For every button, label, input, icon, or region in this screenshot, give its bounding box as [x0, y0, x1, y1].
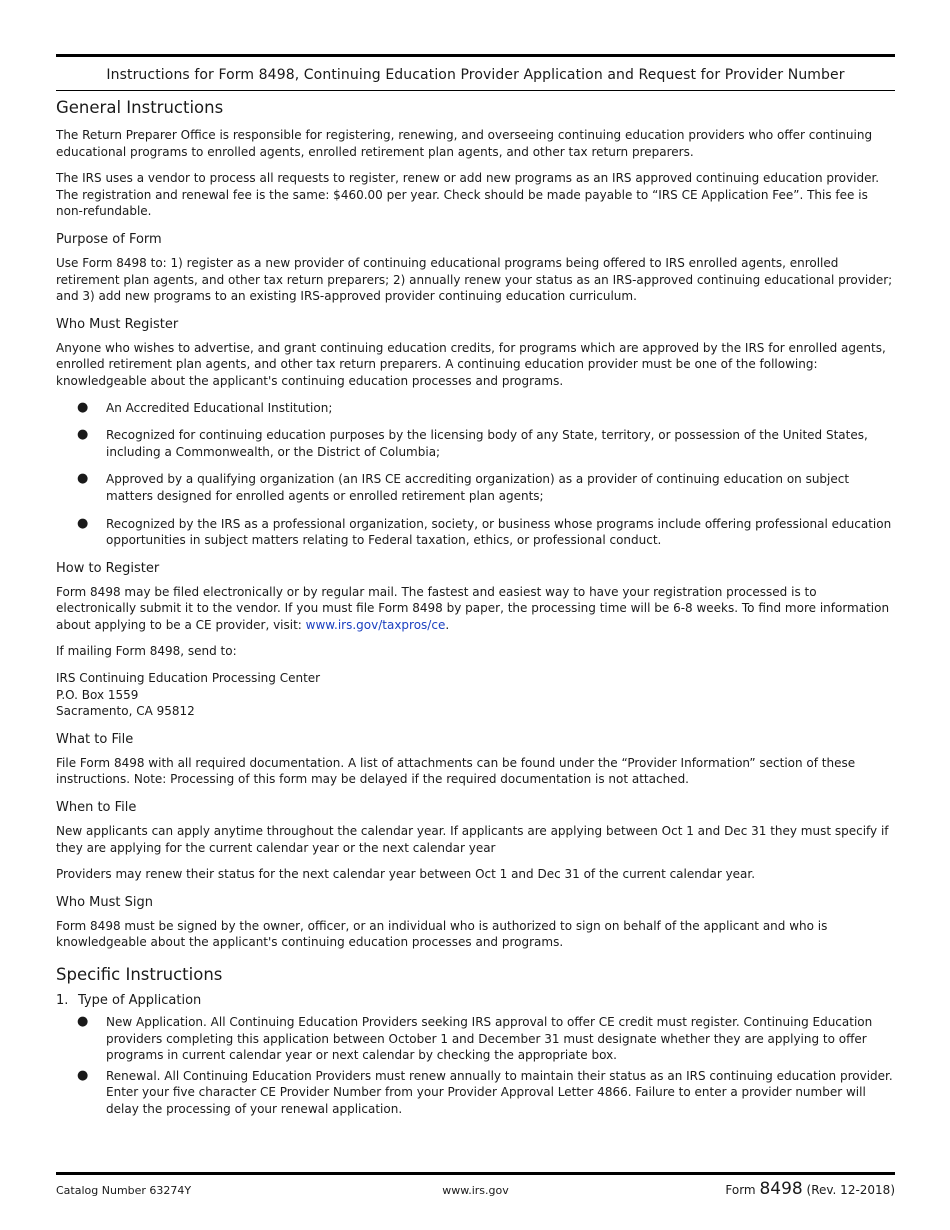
address-line: IRS Continuing Education Processing Center: [56, 671, 321, 686]
page-title: Instructions for Form 8498, Continuing Education Provider Application and Request for Provider Number: [56, 57, 895, 91]
general-paragraph-1: The Return Preparer Office is responsible for registering, renewing, and overseeing continuing education providers who offer continuing educational programs to enrolled agents, enrolled retirement plan agents, and other tax return preparers.: [56, 128, 873, 159]
mailing-intro: If mailing Form 8498, send to:: [56, 644, 237, 659]
address-line: Sacramento, CA 95812: [56, 704, 195, 719]
purpose-heading: Purpose of Form: [56, 231, 162, 247]
catalog-number: Catalog Number 63274Y: [56, 1184, 192, 1197]
who-register-heading: Who Must Register: [56, 316, 179, 332]
footer-website: www.irs.gov: [442, 1184, 509, 1197]
document-page: [56, 54, 895, 1128]
type-of-application-item: [56, 993, 895, 1008]
how-register-heading: How to Register: [56, 560, 160, 576]
page-footer: [56, 1172, 895, 1199]
how-register-paragraph: Form 8498 may be filed electronically or by regular mail. The fastest and easiest way to have your registration processed is to electronically submit it to the vendor. If you must file Form 8498 by paper, the processing time will be 6-8 weeks. To find more information about applying to be a CE provider, visit: www.irs.gov/taxpros/ce.: [56, 584, 890, 632]
list-item: ● Approved by a qualifying organization (an IRS CE accrediting organization) as a provider of continuing education on subject matters designed for enrolled agents or enrolled retirement plan agents;: [77, 471, 850, 503]
purpose-paragraph: Use Form 8498 to: 1) register as a new provider of continuing educational programs being offered to IRS enrolled agents, enrolled retirement plan agents, and other tax return preparers; 2) annually renew your status as an IRS-approved continuing educational provider; and 3) add new programs to an existing IRS-approved provider continuing education curriculum.: [56, 255, 893, 304]
when-file-paragraph-2: Providers may renew their status for the next calendar year between Oct 1 and Dec 31 of the current calendar year.: [56, 867, 756, 882]
who-sign-paragraph: Form 8498 must be signed by the owner, officer, or an individual who is authorized to sign on behalf of the applicant and who is knowledgeable about the applicant's continuing education processes and programs.: [56, 918, 828, 950]
bullet-icon: ●: [77, 1067, 89, 1083]
when-file-heading: When to File: [56, 800, 137, 816]
bullet-icon: ●: [77, 1014, 89, 1029]
specific-instructions-heading: Specific Instructions: [56, 965, 223, 984]
who-register-paragraph: Anyone who wishes to advertise, and grant continuing education credits, for programs which are approved by the IRS for enrolled agents, enrolled retirement plan agents, and other tax return preparers. A continuing education provider must be one of the following: knowledgeable about the applicant's continuing education processes and programs.: [56, 340, 886, 388]
application-type-list: [56, 1014, 895, 1118]
what-file-heading: What to File: [56, 731, 134, 747]
list-item: ● An Accredited Educational Institution;: [77, 399, 333, 415]
bullet-icon: ●: [77, 471, 89, 487]
list-item: ● Recognized by the IRS as a professional organization, society, or business whose programs include offering professional education opportunities in subject matters relating to Federal taxation, ethics, or professional conduct.: [77, 515, 892, 548]
item-label: Type of Application: [78, 993, 202, 1008]
general-instructions-heading: General Instructions: [56, 98, 224, 117]
address-line: P.O. Box 1559: [56, 687, 139, 702]
list-item: ● Recognized for continuing education purposes by the licensing body of any State, territory, or possession of the United States, including a Commonwealth, or the District of Columbia;: [77, 427, 868, 459]
form-number: 8498: [759, 1179, 803, 1199]
mailing-address: [56, 670, 895, 720]
list-item: ● Renewal. All Continuing Education Providers must renew annually to maintain their status as an IRS continuing education provider. Enter your five character CE Provider Number from your Provider Approval Letter 4866. Failure to enter a provider number will delay the processing of your renewal application.: [77, 1067, 893, 1116]
form-identifier: Form 8498 (Rev. 12-2018): [725, 1179, 895, 1199]
list-item: ● New Application. All Continuing Education Providers seeking IRS approval to offer CE credit must register. Continuing Education providers completing this application between October 1 and December 31 must designate whether they are applying to offer programs in current calendar year or next calendar by checking the appropriate box.: [77, 1014, 873, 1063]
bullet-icon: ●: [77, 427, 89, 443]
who-sign-heading: Who Must Sign: [56, 894, 153, 910]
who-register-list: [56, 400, 895, 549]
general-paragraph-2: The IRS uses a vendor to process all requests to register, renew or add new programs as an IRS approved continuing education provider. The registration and renewal fee is the same: $460.00 per year. Check should be made payable to “IRS CE Application Fee”. This fee is non-refundable.: [56, 171, 880, 219]
ce-info-link[interactable]: www.irs.gov/taxpros/ce: [305, 617, 446, 632]
bullet-icon: ●: [77, 515, 89, 531]
when-file-paragraph-1: New applicants can apply anytime throughout the calendar year. If applicants are applying between Oct 1 and Dec 31 they must specify if they are applying for the current calendar year or the next calendar year: [56, 824, 889, 855]
bullet-icon: ●: [77, 399, 89, 415]
item-number: 1.: [56, 993, 69, 1008]
what-file-paragraph: File Form 8498 with all required documentation. A list of attachments can be found under the “Provider Information” section of these instructions. Note: Processing of this form may be delayed if the required documentation is not attached.: [56, 755, 856, 787]
